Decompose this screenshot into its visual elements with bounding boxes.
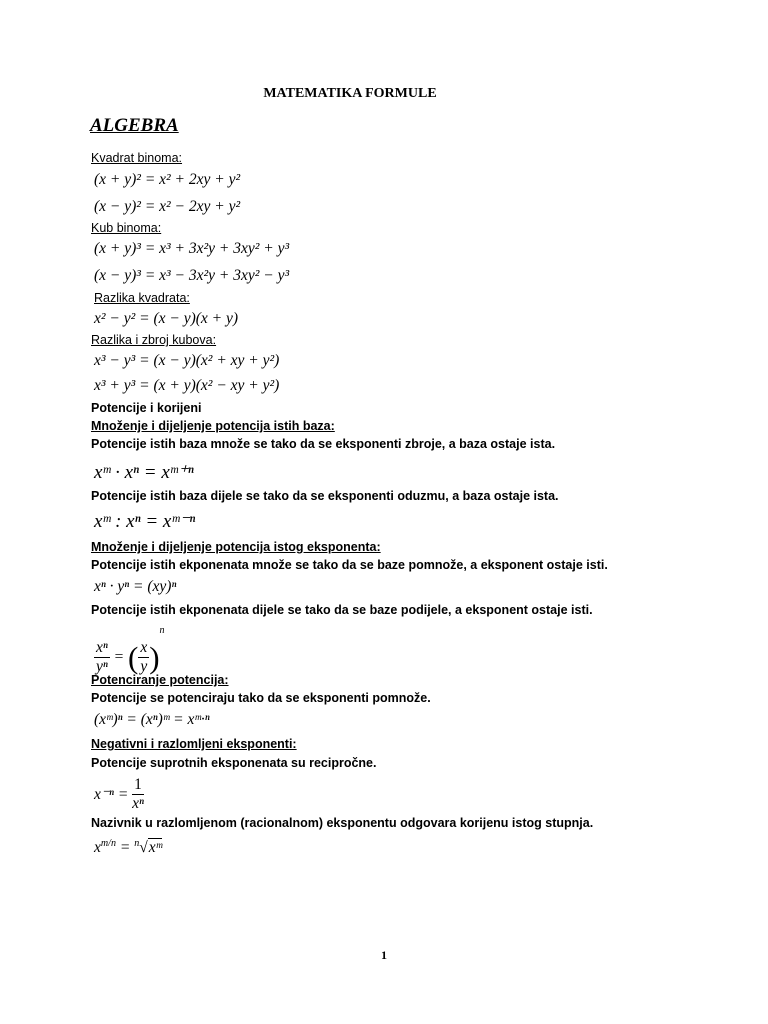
text-mnozenje-istih-baza: Potencije istih baza množe se tako da se eksponenti zbroje, a baza ostaje ista.: [91, 437, 556, 451]
fraction-lhs: [94, 639, 110, 676]
heading-razlika-zbroj-kubova: Razlika i zbroj kubova:: [91, 333, 217, 347]
section-heading-algebra: ALGEBRA: [90, 115, 179, 136]
fraction-rhs: [138, 639, 149, 676]
rational-exponent-base: x: [94, 839, 101, 857]
subheading-istih-baza: Množenje i dijeljenje potencija istih baza:: [91, 419, 335, 433]
negative-exponent-lhs: x⁻ⁿ =: [94, 785, 129, 803]
text-dijeljenje-istog-eksponenta: Potencije istih ekponenata dijele se tako da se baze podijele, a eksponent ostaje isti.: [91, 603, 593, 617]
text-dijeljenje-istih-baza: Potencije istih baza dijele se tako da se eksponenti oduzmu, a baza ostaje ista.: [91, 489, 559, 503]
rational-exponent-power: m/n: [100, 838, 116, 849]
subheading-negativni-razlomljeni: Negativni i razlomljeni eksponenti:: [91, 737, 297, 751]
fraction-lhs-numerator: xⁿ: [96, 639, 108, 657]
page-number: 1: [381, 948, 387, 962]
formula-square-sum: (x + y)² = x² + 2xy + y²: [94, 171, 241, 188]
equals-sign-root: =: [119, 839, 131, 857]
formula-difference-of-squares: x² − y² = (x − y)(x + y): [94, 310, 239, 327]
formula-negative-exponent: [94, 776, 144, 813]
fraction-lhs-denominator: yⁿ: [96, 657, 108, 675]
text-mnozenje-istog-eksponenta: Potencije istih ekponenata množe se tako da se baze pomnože, a eksponent ostaje isti.: [91, 558, 608, 572]
heading-kub-binoma: Kub binoma:: [91, 221, 162, 235]
formula-cube-sum: (x + y)³ = x³ + 3x²y + 3xy² + y³: [94, 240, 290, 257]
formula-same-exponent-quotient: $\frac{\text{xⁿ}}{\text{yⁿ}}$ = ( $\frac{x}{y}$ )$^n$: [96, 625, 165, 675]
heading-potencije-i-korijeni: Potencije i korijeni: [91, 401, 202, 415]
formula-power-product: xᵐ · xⁿ = xᵐ⁺ⁿ: [94, 462, 194, 483]
formula-cube-difference: (x − y)³ = x³ − 3x²y + 3xy² − y³: [94, 267, 290, 284]
root-index: n: [134, 838, 140, 849]
fraction-exponent: n: [159, 625, 165, 636]
fraction-rhs-numerator: x: [140, 639, 148, 657]
formula-rational-exponent: [94, 838, 162, 857]
text-potenciranje: Potencije se potenciraju tako da se eksponenti pomnože.: [91, 691, 431, 705]
formula-square-difference: (x − y)² = x² − 2xy + y²: [94, 198, 241, 215]
formula-power-of-power: (xᵐ)ⁿ = (xⁿ)ᵐ = xᵐ·ⁿ: [94, 711, 210, 728]
text-reciprocne: Potencije suprotnih eksponenata su recipročne.: [91, 756, 377, 770]
document-title: MATEMATIKA FORMULE: [263, 86, 437, 101]
formula-difference-of-cubes: x³ − y³ = (x − y)(x² + xy + y²): [94, 352, 280, 369]
formula-power-quotient: xᵐ : xⁿ = xᵐ⁻ⁿ: [94, 511, 196, 532]
negative-exponent-denominator: xⁿ: [132, 794, 144, 812]
heading-kvadrat-binoma: Kvadrat binoma:: [91, 151, 183, 165]
subheading-istog-eksponenta: Množenje i dijeljenje potencija istog eksponenta:: [91, 540, 381, 554]
negative-exponent-fraction: [132, 776, 144, 813]
heading-razlika-kvadrata: Razlika kvadrata:: [94, 291, 190, 305]
text-razlomljeni-eksponent: Nazivnik u razlomljenom (racionalnom) eksponentu odgovara korijenu istog stupnja.: [91, 816, 594, 830]
formula-same-exponent-product: xⁿ · yⁿ = (xy)ⁿ: [94, 578, 177, 595]
radicand: xᵐ: [148, 839, 163, 857]
negative-exponent-numerator: 1: [132, 776, 144, 795]
formula-sum-of-cubes: x³ + y³ = (x + y)(x² − xy + y²): [94, 377, 280, 394]
subheading-potenciranje: Potenciranje potencija:: [91, 673, 229, 687]
radical-icon: √: [139, 839, 148, 857]
equals-sign: =: [113, 648, 125, 666]
fraction-rhs-denominator: y: [140, 657, 148, 675]
